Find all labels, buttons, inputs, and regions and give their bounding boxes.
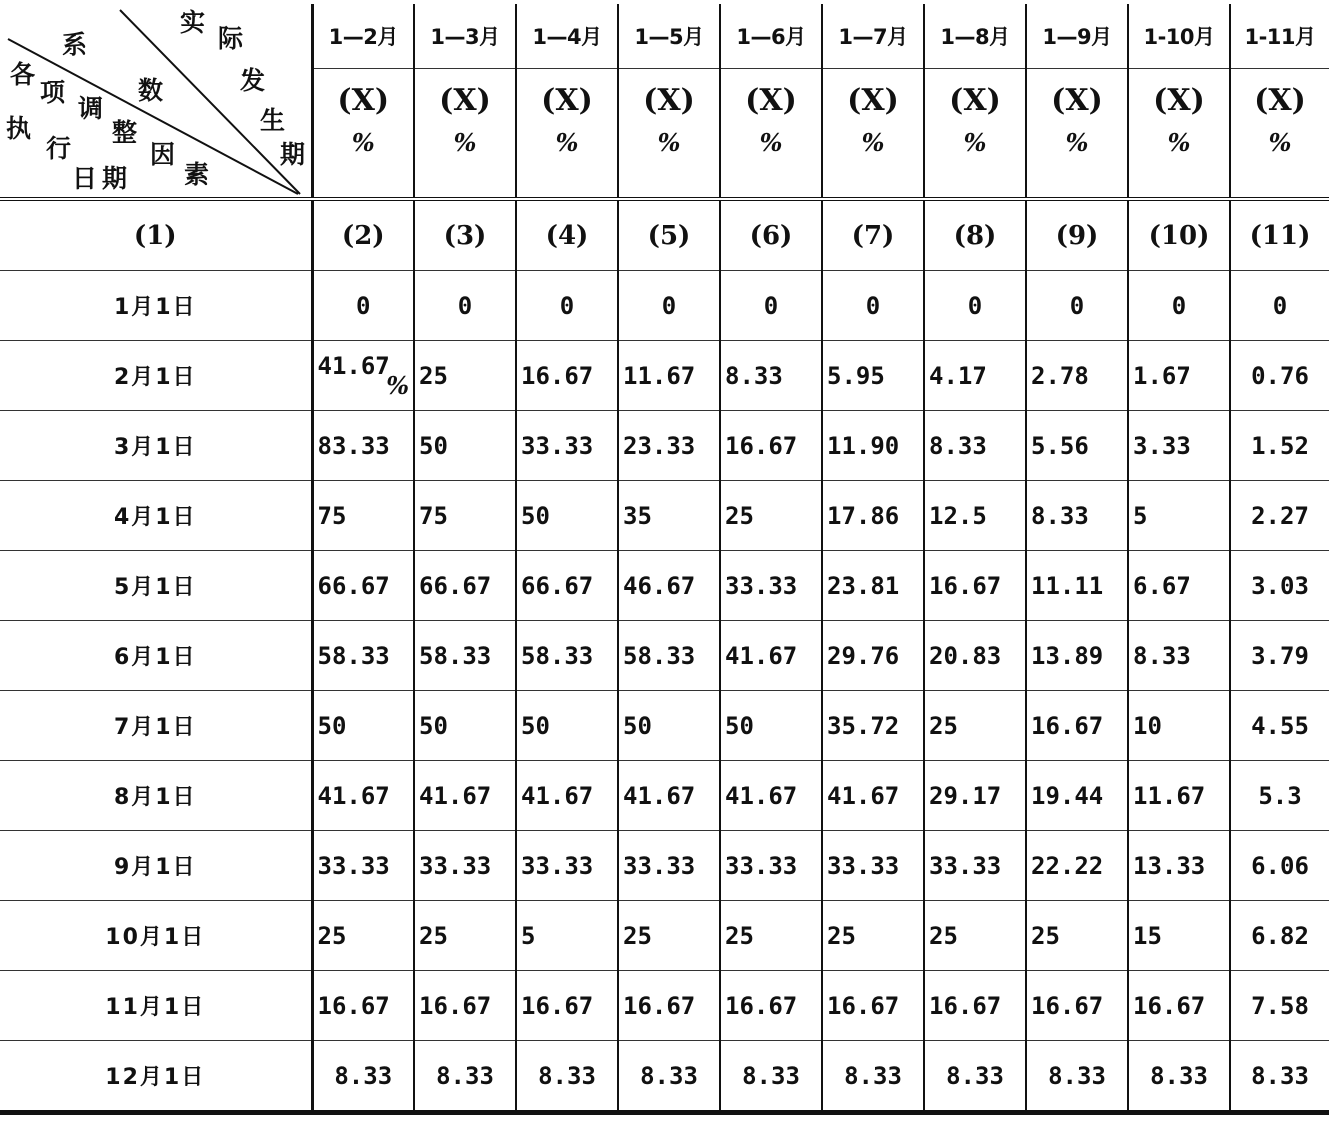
value-cell: 13.33 bbox=[1128, 831, 1230, 901]
table-row bbox=[0, 691, 1329, 761]
column-index-cell: (8) bbox=[924, 199, 1026, 271]
value-cell: 33.33 bbox=[720, 831, 822, 901]
percent-label: % bbox=[1065, 128, 1089, 157]
value-cell: 50 bbox=[312, 691, 414, 761]
month-range-label: 1—5月 bbox=[619, 4, 719, 69]
execution-date-cell: 8月1日 bbox=[0, 761, 312, 831]
value-cell: 16.67 bbox=[516, 341, 618, 411]
month-header-cell bbox=[720, 4, 822, 199]
percent-label: % bbox=[1167, 128, 1191, 157]
x-label: (X) bbox=[1153, 83, 1205, 118]
value-cell: 11.90 bbox=[822, 411, 924, 481]
value-cell: 50 bbox=[414, 691, 516, 761]
value-cell: 25 bbox=[618, 901, 720, 971]
value-cell: 50 bbox=[516, 481, 618, 551]
value-cell: 8.33 bbox=[822, 1041, 924, 1113]
month-header bbox=[619, 4, 719, 197]
corner-char: 实 bbox=[180, 8, 206, 37]
value-cell: 16.67 bbox=[924, 551, 1026, 621]
value-cell: 8.33 bbox=[1128, 1041, 1230, 1113]
value-cell: 2.27 bbox=[1230, 481, 1329, 551]
month-range-label: 1—2月 bbox=[314, 4, 414, 69]
table-row bbox=[0, 271, 1329, 341]
value-cell: 50 bbox=[720, 691, 822, 761]
month-range-label: 1—6月 bbox=[721, 4, 821, 69]
value-cell: 0 bbox=[1026, 271, 1128, 341]
month-header bbox=[925, 4, 1025, 197]
value-cell: 46.67 bbox=[618, 551, 720, 621]
execution-date-cell: 6月1日 bbox=[0, 621, 312, 691]
value-cell: 8.33 bbox=[924, 411, 1026, 481]
execution-date-cell: 10月1日 bbox=[0, 901, 312, 971]
value-cell bbox=[312, 341, 414, 411]
value-cell: 11.67 bbox=[618, 341, 720, 411]
month-header bbox=[1231, 4, 1329, 197]
month-header bbox=[314, 4, 414, 197]
x-label: (X) bbox=[745, 83, 797, 118]
table-row bbox=[0, 411, 1329, 481]
value-cell: 75 bbox=[312, 481, 414, 551]
value-cell: 0 bbox=[924, 271, 1026, 341]
month-range-label: 1—7月 bbox=[823, 4, 923, 69]
month-header-cell bbox=[1026, 4, 1128, 199]
percent-label: % bbox=[759, 128, 783, 157]
column-index-cell: (9) bbox=[1026, 199, 1128, 271]
column-index-cell: (10) bbox=[1128, 199, 1230, 271]
column-index-cell: (7) bbox=[822, 199, 924, 271]
value-cell: 8.33 bbox=[618, 1041, 720, 1113]
corner-char: 行 bbox=[46, 134, 72, 163]
value-cell: 41.67 bbox=[516, 761, 618, 831]
execution-date-cell: 1月1日 bbox=[0, 271, 312, 341]
value-cell: 8.33 bbox=[1026, 481, 1128, 551]
table-row bbox=[0, 621, 1329, 691]
value-cell: 23.81 bbox=[822, 551, 924, 621]
value-cell: 35.72 bbox=[822, 691, 924, 761]
corner-char: 整 bbox=[112, 118, 138, 147]
value-cell: 3.03 bbox=[1230, 551, 1329, 621]
corner-char: 系 bbox=[62, 30, 88, 59]
value-cell: 7.58 bbox=[1230, 971, 1329, 1041]
corner-char: 数 bbox=[138, 76, 164, 105]
value-cell: 16.67 bbox=[312, 971, 414, 1041]
value-cell: 8.33 bbox=[720, 341, 822, 411]
value-cell: 33.33 bbox=[822, 831, 924, 901]
value-cell: 16.67 bbox=[1128, 971, 1230, 1041]
execution-date-cell: 12月1日 bbox=[0, 1041, 312, 1113]
value-cell: 4.55 bbox=[1230, 691, 1329, 761]
execution-date-cell: 3月1日 bbox=[0, 411, 312, 481]
value-cell: 66.67 bbox=[414, 551, 516, 621]
value-cell: 23.33 bbox=[618, 411, 720, 481]
value-cell: 15 bbox=[1128, 901, 1230, 971]
value-cell: 5 bbox=[516, 901, 618, 971]
value-cell: 75 bbox=[414, 481, 516, 551]
execution-date-cell: 7月1日 bbox=[0, 691, 312, 761]
execution-date-cell: 4月1日 bbox=[0, 481, 312, 551]
table-row bbox=[0, 341, 1329, 411]
value-cell: 41.67 bbox=[312, 761, 414, 831]
column-index-cell: (6) bbox=[720, 199, 822, 271]
value-cell: 50 bbox=[516, 691, 618, 761]
x-label: (X) bbox=[1051, 83, 1103, 118]
value-cell: 83.33 bbox=[312, 411, 414, 481]
value-cell: 41.67 bbox=[822, 761, 924, 831]
corner-char: 日 bbox=[72, 164, 98, 193]
value-cell: 58.33 bbox=[312, 621, 414, 691]
value-cell: 8.33 bbox=[414, 1041, 516, 1113]
value-cell: 16.67 bbox=[1026, 691, 1128, 761]
value-cell: 33.33 bbox=[720, 551, 822, 621]
percent-label: % bbox=[351, 128, 375, 157]
value-cell: 66.67 bbox=[516, 551, 618, 621]
value-cell: 16.67 bbox=[822, 971, 924, 1041]
value-cell: 25 bbox=[1026, 901, 1128, 971]
table-row bbox=[0, 1041, 1329, 1113]
value-cell: 25 bbox=[312, 901, 414, 971]
month-header-cell bbox=[414, 4, 516, 199]
month-header-cell bbox=[516, 4, 618, 199]
value-cell: 25 bbox=[720, 901, 822, 971]
x-label: (X) bbox=[949, 83, 1001, 118]
corner-char: 期 bbox=[280, 140, 306, 169]
value-cell: 6.82 bbox=[1230, 901, 1329, 971]
month-range-label: 1—4月 bbox=[517, 4, 617, 69]
corner-char: 项 bbox=[40, 78, 66, 107]
value-cell: 11.67 bbox=[1128, 761, 1230, 831]
value-cell: 8.33 bbox=[312, 1041, 414, 1113]
table-row bbox=[0, 481, 1329, 551]
month-header-cell bbox=[822, 4, 924, 199]
value-cell: 16.67 bbox=[516, 971, 618, 1041]
value-cell: 41.67 bbox=[720, 761, 822, 831]
month-range-label: 1—3月 bbox=[415, 4, 515, 69]
value-cell: 16.67 bbox=[720, 971, 822, 1041]
value-cell: 19.44 bbox=[1026, 761, 1128, 831]
value-cell: 58.33 bbox=[516, 621, 618, 691]
table-row bbox=[0, 901, 1329, 971]
percent-label: % bbox=[861, 128, 885, 157]
value-cell: 6.67 bbox=[1128, 551, 1230, 621]
table-row bbox=[0, 761, 1329, 831]
value-cell: 16.67 bbox=[924, 971, 1026, 1041]
corner-char: 生 bbox=[260, 106, 286, 135]
corner-char: 发 bbox=[240, 66, 266, 95]
value-cell: 2.78 bbox=[1026, 341, 1128, 411]
percent-mark: % bbox=[386, 370, 409, 400]
value-cell: 8.33 bbox=[516, 1041, 618, 1113]
corner-char: 期 bbox=[102, 164, 128, 193]
execution-date-cell: 2月1日 bbox=[0, 341, 312, 411]
value-cell: 0 bbox=[414, 271, 516, 341]
value-cell: 33.33 bbox=[924, 831, 1026, 901]
value-cell: 1.52 bbox=[1230, 411, 1329, 481]
column-index-cell: (4) bbox=[516, 199, 618, 271]
month-header bbox=[517, 4, 617, 197]
month-range-label: 1—9月 bbox=[1027, 4, 1127, 69]
column-index-cell: (11) bbox=[1230, 199, 1329, 271]
month-range-label: 1-11月 bbox=[1231, 4, 1329, 69]
x-label: (X) bbox=[1254, 83, 1306, 118]
value-cell: 5.95 bbox=[822, 341, 924, 411]
value-cell: 66.67 bbox=[312, 551, 414, 621]
value-cell: 3.33 bbox=[1128, 411, 1230, 481]
value-cell: 50 bbox=[414, 411, 516, 481]
x-label: (X) bbox=[337, 83, 390, 118]
value-cell: 5.3 bbox=[1230, 761, 1329, 831]
value-cell: 16.67 bbox=[1026, 971, 1128, 1041]
percent-label: % bbox=[963, 128, 987, 157]
corner-char: 调 bbox=[78, 94, 104, 123]
value-cell: 58.33 bbox=[618, 621, 720, 691]
value-cell: 41.67 bbox=[618, 761, 720, 831]
value-cell: 33.33 bbox=[516, 831, 618, 901]
value-cell: 17.86 bbox=[822, 481, 924, 551]
value-cell: 0 bbox=[618, 271, 720, 341]
value-cell: 10 bbox=[1128, 691, 1230, 761]
table-row bbox=[0, 971, 1329, 1041]
value-cell: 13.89 bbox=[1026, 621, 1128, 691]
value-cell: 25 bbox=[822, 901, 924, 971]
value-cell: 8.33 bbox=[1026, 1041, 1128, 1113]
value-cell: 25 bbox=[720, 481, 822, 551]
value-cell: 50 bbox=[618, 691, 720, 761]
value-cell: 0.76 bbox=[1230, 341, 1329, 411]
corner-char: 执 bbox=[6, 114, 32, 143]
diagonal-corner-header bbox=[0, 4, 312, 197]
month-header-cell bbox=[924, 4, 1026, 199]
value-cell: 35 bbox=[618, 481, 720, 551]
value-cell: 33.33 bbox=[516, 411, 618, 481]
month-header-cell bbox=[1230, 4, 1329, 199]
execution-date-cell: 5月1日 bbox=[0, 551, 312, 621]
value-cell: 29.17 bbox=[924, 761, 1026, 831]
value-cell: 5 bbox=[1128, 481, 1230, 551]
value-cell: 11.11 bbox=[1026, 551, 1128, 621]
value-text: 41.67 bbox=[317, 351, 390, 380]
table-row bbox=[0, 831, 1329, 901]
percent-label: % bbox=[657, 128, 681, 157]
value-cell: 6.06 bbox=[1230, 831, 1329, 901]
x-label: (X) bbox=[847, 83, 899, 118]
value-cell: 58.33 bbox=[414, 621, 516, 691]
percent-label: % bbox=[555, 128, 579, 157]
month-header bbox=[415, 4, 515, 197]
value-cell: 33.33 bbox=[414, 831, 516, 901]
value-cell: 33.33 bbox=[312, 831, 414, 901]
value-cell: 16.67 bbox=[720, 411, 822, 481]
header-row bbox=[0, 4, 1329, 199]
month-header-cell bbox=[618, 4, 720, 199]
month-range-label: 1—8月 bbox=[925, 4, 1025, 69]
month-range-label: 1-10月 bbox=[1129, 4, 1229, 69]
x-label: (X) bbox=[439, 83, 491, 118]
x-label: (X) bbox=[643, 83, 695, 118]
month-header-cell bbox=[312, 4, 414, 199]
value-cell: 25 bbox=[924, 691, 1026, 761]
value-cell: 8.33 bbox=[924, 1041, 1026, 1113]
value-cell: 0 bbox=[1128, 271, 1230, 341]
corner-cell bbox=[0, 4, 312, 199]
corner-char: 因 bbox=[150, 140, 176, 169]
value-cell: 16.67 bbox=[618, 971, 720, 1041]
month-header bbox=[1027, 4, 1127, 197]
coefficient-table bbox=[0, 4, 1329, 1115]
value-cell: 0 bbox=[822, 271, 924, 341]
value-cell: 25 bbox=[414, 341, 516, 411]
column-index-cell: (2) bbox=[312, 199, 414, 271]
value-cell: 22.22 bbox=[1026, 831, 1128, 901]
execution-date-cell: 9月1日 bbox=[0, 831, 312, 901]
value-cell: 8.33 bbox=[1230, 1041, 1329, 1113]
value-cell: 29.76 bbox=[822, 621, 924, 691]
value-cell: 1.67 bbox=[1128, 341, 1230, 411]
corner-char: 素 bbox=[184, 160, 210, 189]
value-cell: 33.33 bbox=[618, 831, 720, 901]
month-header bbox=[721, 4, 821, 197]
value-cell: 12.5 bbox=[924, 481, 1026, 551]
corner-char: 各 bbox=[10, 60, 36, 89]
percent-label: % bbox=[1268, 128, 1292, 157]
value-cell: 8.33 bbox=[1128, 621, 1230, 691]
table-row bbox=[0, 551, 1329, 621]
month-header-cell bbox=[1128, 4, 1230, 199]
value-cell: 25 bbox=[924, 901, 1026, 971]
value-cell: 0 bbox=[1230, 271, 1329, 341]
value-cell: 41.67 bbox=[414, 761, 516, 831]
value-cell: 3.79 bbox=[1230, 621, 1329, 691]
execution-date-cell: 11月1日 bbox=[0, 971, 312, 1041]
value-cell: 20.83 bbox=[924, 621, 1026, 691]
value-cell: 25 bbox=[414, 901, 516, 971]
column-index-row bbox=[0, 199, 1329, 271]
x-label: (X) bbox=[541, 83, 593, 118]
month-header bbox=[1129, 4, 1229, 197]
value-cell: 0 bbox=[720, 271, 822, 341]
month-header bbox=[823, 4, 923, 197]
value-cell: 5.56 bbox=[1026, 411, 1128, 481]
value-cell: 4.17 bbox=[924, 341, 1026, 411]
value-cell: 16.67 bbox=[414, 971, 516, 1041]
value-cell: 8.33 bbox=[720, 1041, 822, 1113]
value-cell: 0 bbox=[516, 271, 618, 341]
value-cell: 41.67 bbox=[720, 621, 822, 691]
column-index-cell: (3) bbox=[414, 199, 516, 271]
value-cell: 0 bbox=[312, 271, 414, 341]
corner-char: 际 bbox=[218, 24, 244, 53]
column-index-cell: (1) bbox=[0, 199, 312, 271]
column-index-cell: (5) bbox=[618, 199, 720, 271]
percent-label: % bbox=[453, 128, 477, 157]
